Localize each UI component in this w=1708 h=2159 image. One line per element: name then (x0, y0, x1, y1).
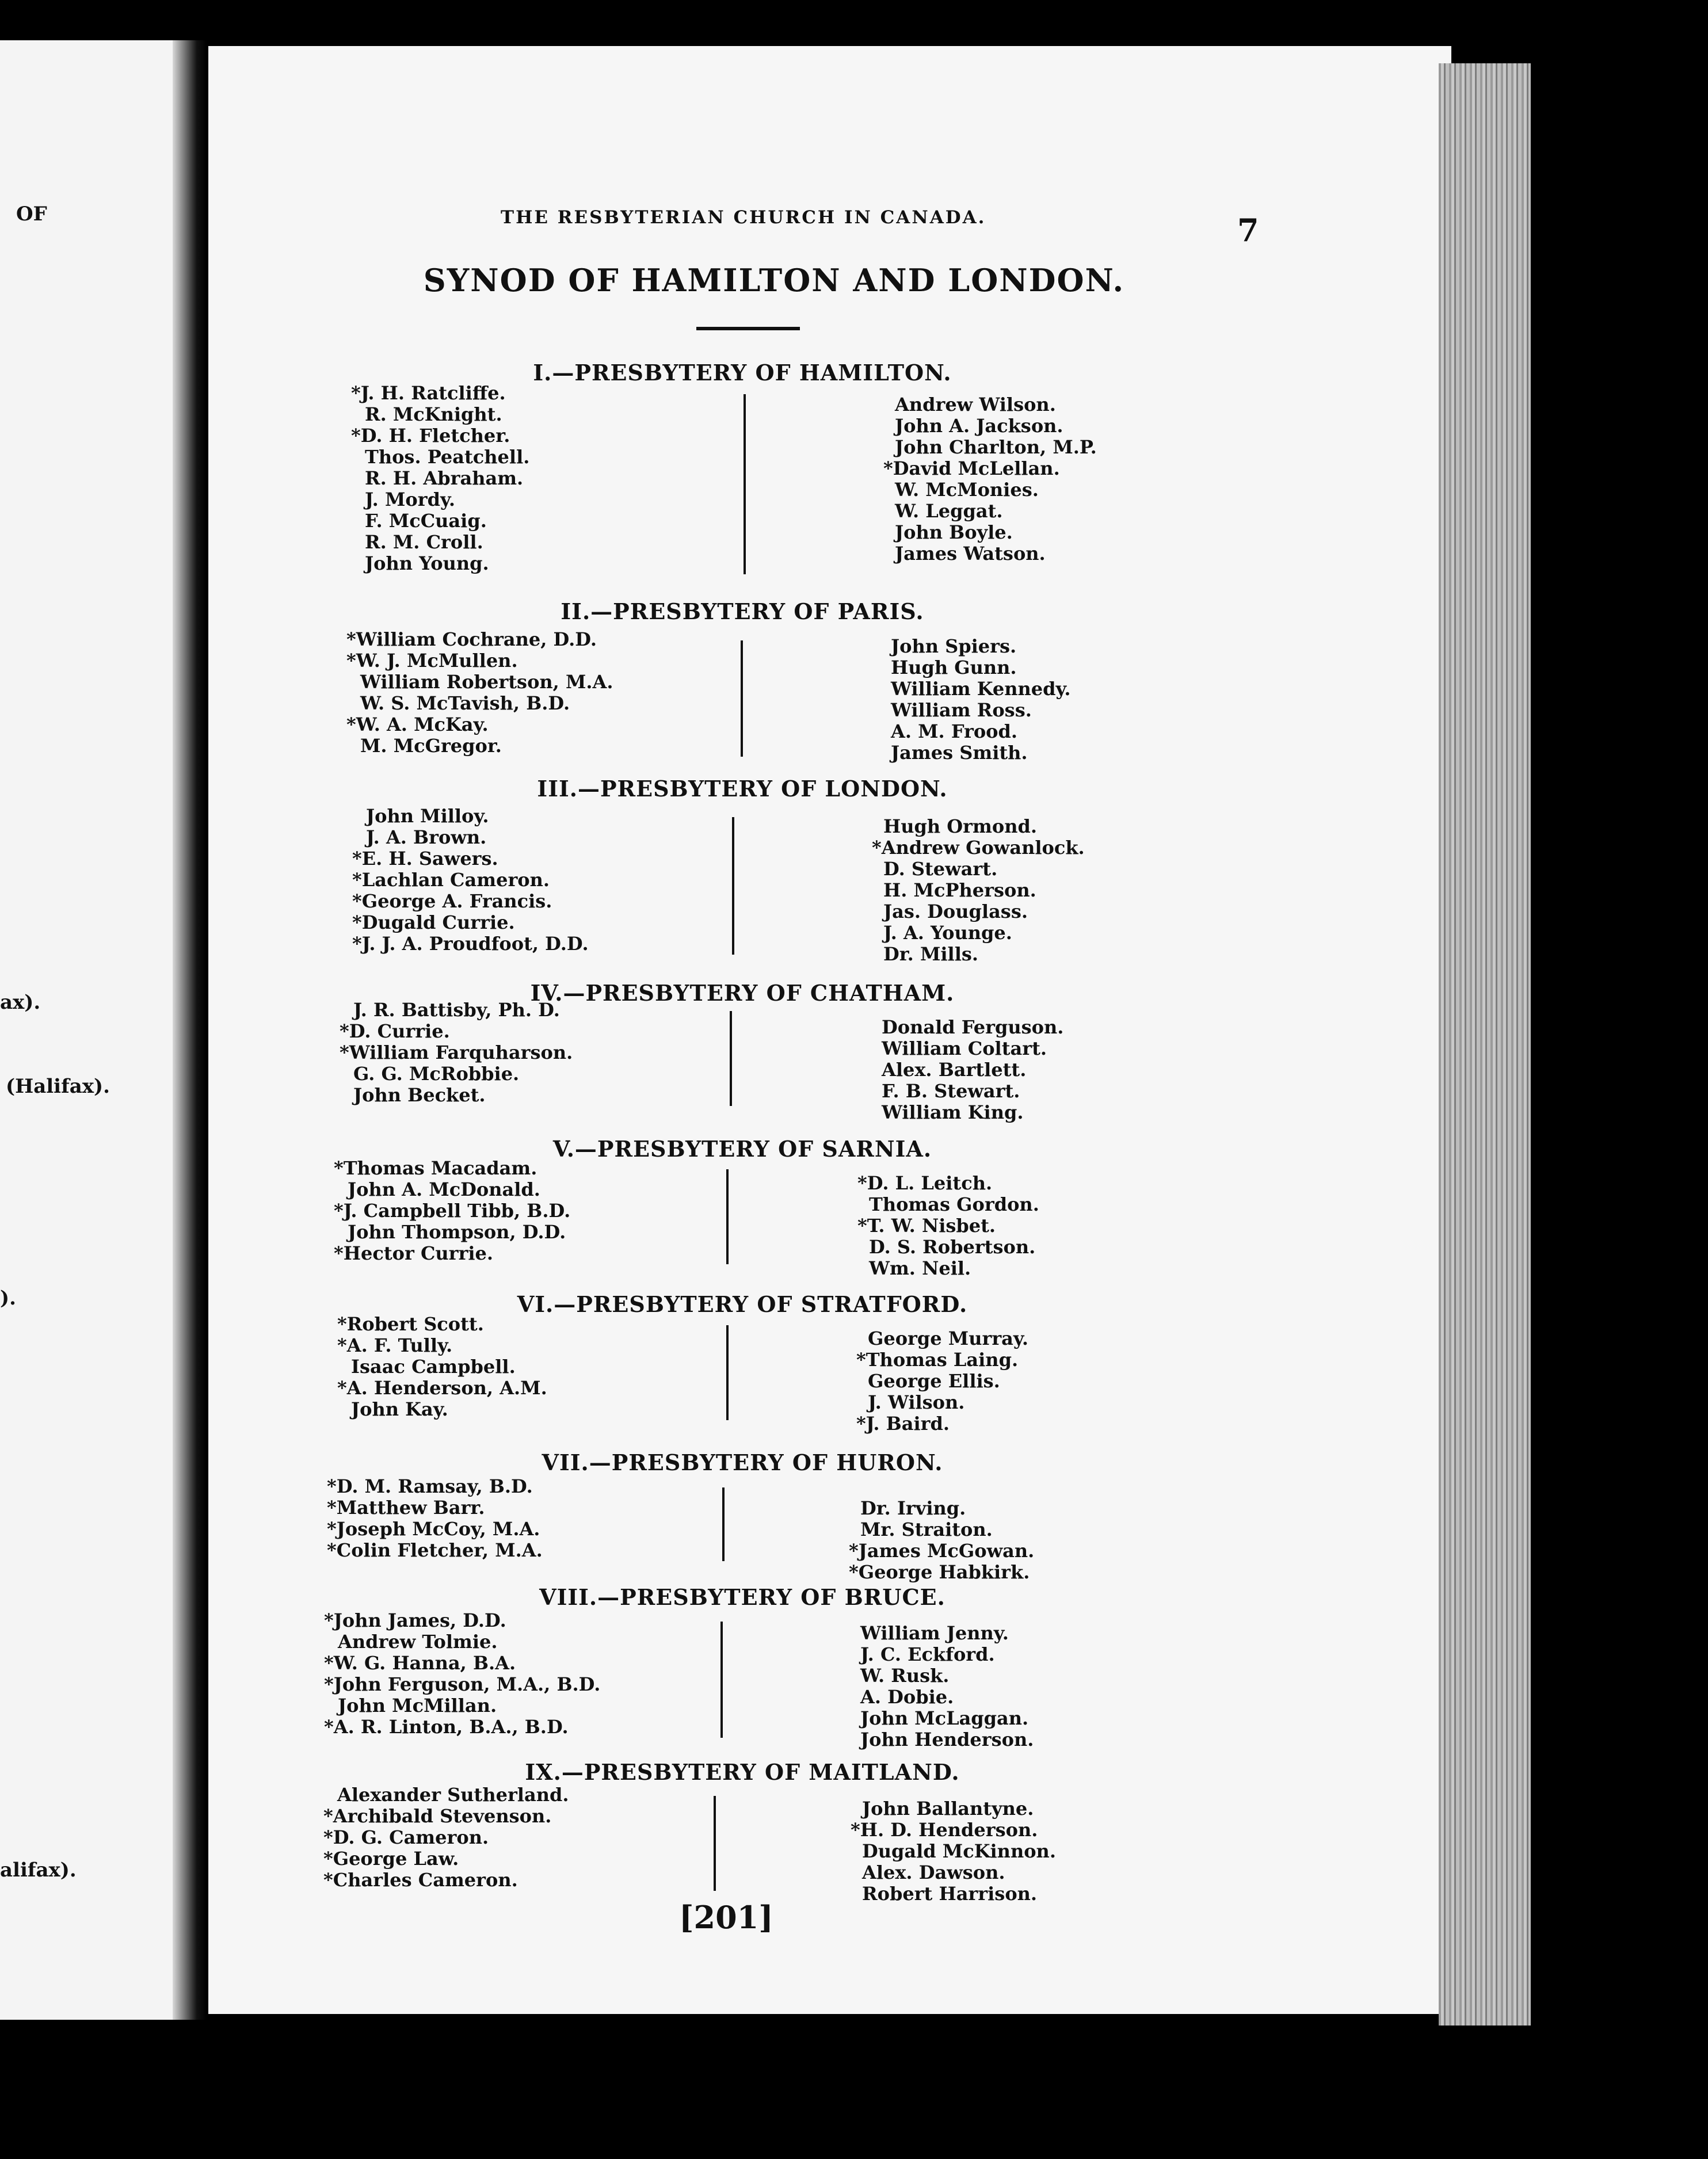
column-divider (732, 817, 734, 955)
presbytery-heading: III.—PRESBYTERY OF LONDON. (537, 776, 948, 802)
elder-column (891, 636, 1071, 764)
elder-name: J. A. Younge. (883, 922, 1012, 944)
elder-name: Jas. Douglass. (883, 901, 1028, 922)
elder-name: Dr. Mills. (883, 943, 978, 965)
column-divider (722, 1487, 725, 1561)
elder-name: Alex. Dawson. (862, 1862, 1005, 1883)
minister-column (346, 628, 613, 757)
minister-name: John Thompson, D.D. (348, 1221, 566, 1243)
elder-name: John A. Jackson. (895, 415, 1063, 437)
minister-column (352, 805, 594, 955)
elder-name: William King. (882, 1101, 1024, 1123)
minister-name: *D. H. Fletcher. (351, 425, 510, 447)
elder-name: William Kennedy. (891, 678, 1071, 700)
elder-name: *D. L. Leitch. (857, 1172, 993, 1194)
presbytery-heading: VIII.—PRESBYTERY OF BRUCE. (539, 1584, 946, 1610)
minister-name: *E. H. Sawers. (352, 848, 498, 869)
column-divider (730, 1011, 732, 1106)
elder-name: *T. W. Nisbet. (857, 1215, 996, 1237)
presbytery-heading: IV.—PRESBYTERY OF CHATHAM. (530, 980, 955, 1006)
elder-column (851, 1798, 1056, 1905)
elder-name: *J. Baird. (856, 1413, 950, 1435)
elder-name: George Murray. (868, 1328, 1028, 1349)
title-rule (696, 327, 800, 330)
elder-name: W. McMonies. (895, 479, 1039, 501)
elder-name: John Charlton, M.P. (895, 436, 1097, 458)
elder-name: D. Stewart. (883, 858, 998, 880)
minister-name: *George A. Francis. (352, 890, 552, 912)
elder-name: James Watson. (895, 543, 1046, 564)
minister-name: John Becket. (353, 1084, 486, 1106)
minister-name: *John Ferguson, M.A., B.D. (324, 1673, 601, 1695)
column-divider (744, 394, 746, 574)
elder-name: Donald Ferguson. (882, 1016, 1064, 1038)
minister-name: J. R. Battisby, Ph. D. (353, 999, 560, 1021)
minister-column (327, 1475, 548, 1561)
minister-name: *Colin Fletcher, M.A. (327, 1539, 543, 1561)
elder-name: A. M. Frood. (891, 720, 1018, 742)
minister-column (340, 999, 578, 1106)
facing-page-fragment: ). (0, 1287, 16, 1310)
elder-name: John Henderson. (860, 1729, 1034, 1750)
elder-name: John Ballantyne. (862, 1798, 1034, 1819)
presbytery-heading: II.—PRESBYTERY OF PARIS. (561, 598, 924, 624)
elder-column (883, 394, 1097, 564)
minister-name: *D. M. Ramsay, B.D. (327, 1475, 533, 1497)
facing-page-fragment: ax). (0, 991, 41, 1014)
minister-column (324, 1609, 606, 1738)
minister-name: John Kay. (351, 1398, 448, 1420)
minister-name: *W. A. McKay. (346, 714, 489, 735)
elder-column (849, 1497, 1046, 1583)
minister-column (323, 1784, 569, 1891)
minister-name: *John James, D.D. (324, 1609, 506, 1631)
page-edges (1439, 63, 1531, 2026)
elder-name: Alex. Bartlett. (882, 1059, 1027, 1081)
elder-name: A. Dobie. (860, 1686, 954, 1708)
minister-name: *D. Currie. (340, 1020, 450, 1042)
presbytery-heading: IX.—PRESBYTERY OF MAITLAND. (525, 1759, 960, 1785)
minister-name: *William Farquharson. (340, 1042, 573, 1063)
elder-name: D. S. Robertson. (869, 1236, 1036, 1258)
minister-name: John Young. (365, 552, 489, 574)
minister-name: *Hector Currie. (334, 1242, 494, 1264)
signature-mark: [201] (679, 1899, 773, 1936)
elder-name: *H. D. Henderson. (851, 1819, 1038, 1841)
page-number: 7 (1237, 212, 1259, 249)
elder-name: William Coltart. (882, 1037, 1047, 1059)
facing-page-fragment: (Halifax). (6, 1075, 110, 1098)
elder-name: Wm. Neil. (869, 1257, 971, 1279)
minister-name: *Thomas Macadam. (334, 1157, 537, 1179)
minister-name: *A. R. Linton, B.A., B.D. (324, 1716, 569, 1738)
minister-name: *George Law. (323, 1848, 459, 1870)
elder-name: George Ellis. (868, 1370, 1000, 1392)
elder-name: Dugald McKinnon. (862, 1840, 1056, 1862)
elder-name: *George Habkirk. (849, 1561, 1030, 1583)
column-divider (720, 1622, 723, 1738)
minister-name: *W. G. Hanna, B.A. (324, 1652, 516, 1674)
minister-name: R. McKnight. (365, 403, 502, 425)
minister-name: *Robert Scott. (337, 1313, 484, 1335)
running-header: THE RESBYTERIAN CHURCH IN CANADA. (501, 207, 986, 228)
minister-name: *W. J. McMullen. (346, 650, 518, 672)
elder-name: James Smith. (891, 742, 1028, 764)
elder-name: Dr. Irving. (860, 1497, 966, 1519)
elder-name: H. McPherson. (883, 879, 1036, 901)
minister-name: *A. F. Tully. (337, 1334, 453, 1356)
elder-name: William Ross. (891, 699, 1032, 721)
elder-name: Mr. Straiton. (860, 1519, 993, 1540)
page-title: SYNOD OF HAMILTON AND LONDON. (423, 262, 1125, 299)
presbytery-heading: VII.—PRESBYTERY OF HURON. (542, 1449, 943, 1475)
minister-column (351, 382, 530, 574)
minister-name: J. Mordy. (365, 489, 455, 510)
elder-name: W. Leggat. (895, 500, 1003, 522)
minister-name: John A. McDonald. (348, 1178, 540, 1200)
elder-name: John McLaggan. (860, 1707, 1029, 1729)
elder-column (856, 1328, 1030, 1435)
facing-page-fragment: OF (16, 203, 47, 226)
minister-name: *Lachlan Cameron. (352, 869, 550, 891)
elder-name: *James McGowan. (849, 1540, 1035, 1562)
presbytery-heading: V.—PRESBYTERY OF SARNIA. (552, 1136, 932, 1162)
minister-name: Andrew Tolmie. (338, 1631, 498, 1653)
column-divider (726, 1169, 729, 1264)
minister-name: John McMillan. (338, 1695, 497, 1716)
minister-name: *J. H. Ratcliffe. (351, 382, 506, 404)
minister-name: F. McCuaig. (365, 510, 487, 532)
minister-name: R. M. Croll. (365, 531, 483, 553)
elder-column (860, 1623, 1034, 1750)
minister-name: G. G. McRobbie. (353, 1063, 520, 1085)
elder-name: J. C. Eckford. (860, 1643, 995, 1665)
elder-name: *Andrew Gowanlock. (872, 837, 1085, 859)
elder-name: *David McLellan. (883, 457, 1060, 479)
minister-name: J. A. Brown. (366, 826, 487, 848)
elder-name: Hugh Gunn. (891, 657, 1017, 678)
minister-name: John Milloy. (366, 805, 489, 827)
minister-name: *Matthew Barr. (327, 1497, 485, 1519)
minister-column (334, 1157, 576, 1264)
elder-name: William Jenny. (860, 1622, 1009, 1644)
minister-name: R. H. Abraham. (365, 467, 524, 489)
book-spine (173, 40, 207, 2020)
minister-name: W. S. McTavish, B.D. (360, 692, 570, 714)
minister-name: *A. Henderson, A.M. (337, 1377, 547, 1399)
minister-name: *William Cochrane, D.D. (346, 628, 597, 650)
minister-name: *Charles Cameron. (323, 1869, 518, 1891)
minister-name: Thos. Peatchell. (365, 446, 530, 468)
elder-name: Robert Harrison. (862, 1883, 1038, 1905)
minister-name: *D. G. Cameron. (323, 1826, 489, 1848)
elder-name: W. Rusk. (860, 1665, 950, 1687)
elder-name: John Boyle. (895, 521, 1013, 543)
presbytery-heading: I.—PRESBYTERY OF HAMILTON. (533, 360, 952, 386)
minister-name: *Dugald Currie. (352, 911, 515, 933)
column-divider (741, 640, 743, 757)
elder-name: Andrew Wilson. (895, 394, 1056, 415)
minister-name: Isaac Campbell. (351, 1356, 516, 1378)
elder-name: F. B. Stewart. (882, 1080, 1020, 1102)
minister-name: M. McGregor. (360, 735, 502, 757)
elder-name: Thomas Gordon. (869, 1193, 1039, 1215)
presbytery-heading: VI.—PRESBYTERY OF STRATFORD. (517, 1291, 968, 1317)
elder-column (872, 815, 1096, 965)
facing-page (0, 40, 184, 2020)
minister-name: Alexander Sutherland. (337, 1784, 569, 1806)
elder-name: John Spiers. (891, 635, 1017, 657)
column-divider (714, 1796, 716, 1891)
elder-name: J. Wilson. (868, 1391, 965, 1413)
elder-column (857, 1172, 1039, 1279)
minister-name: *Archibald Stevenson. (323, 1805, 552, 1827)
minister-name: William Robertson, M.A. (360, 671, 613, 693)
elder-column (882, 1017, 1063, 1123)
minister-name: *J. Campbell Tibb, B.D. (334, 1200, 571, 1222)
facing-page-fragment: alifax). (0, 1859, 77, 1882)
minister-column (337, 1313, 553, 1420)
column-divider (726, 1325, 729, 1420)
elder-name: Hugh Ormond. (883, 815, 1037, 837)
minister-name: *Joseph McCoy, M.A. (327, 1518, 540, 1540)
minister-name: *J. J. A. Proudfoot, D.D. (352, 933, 589, 955)
elder-name: *Thomas Laing. (856, 1349, 1019, 1371)
